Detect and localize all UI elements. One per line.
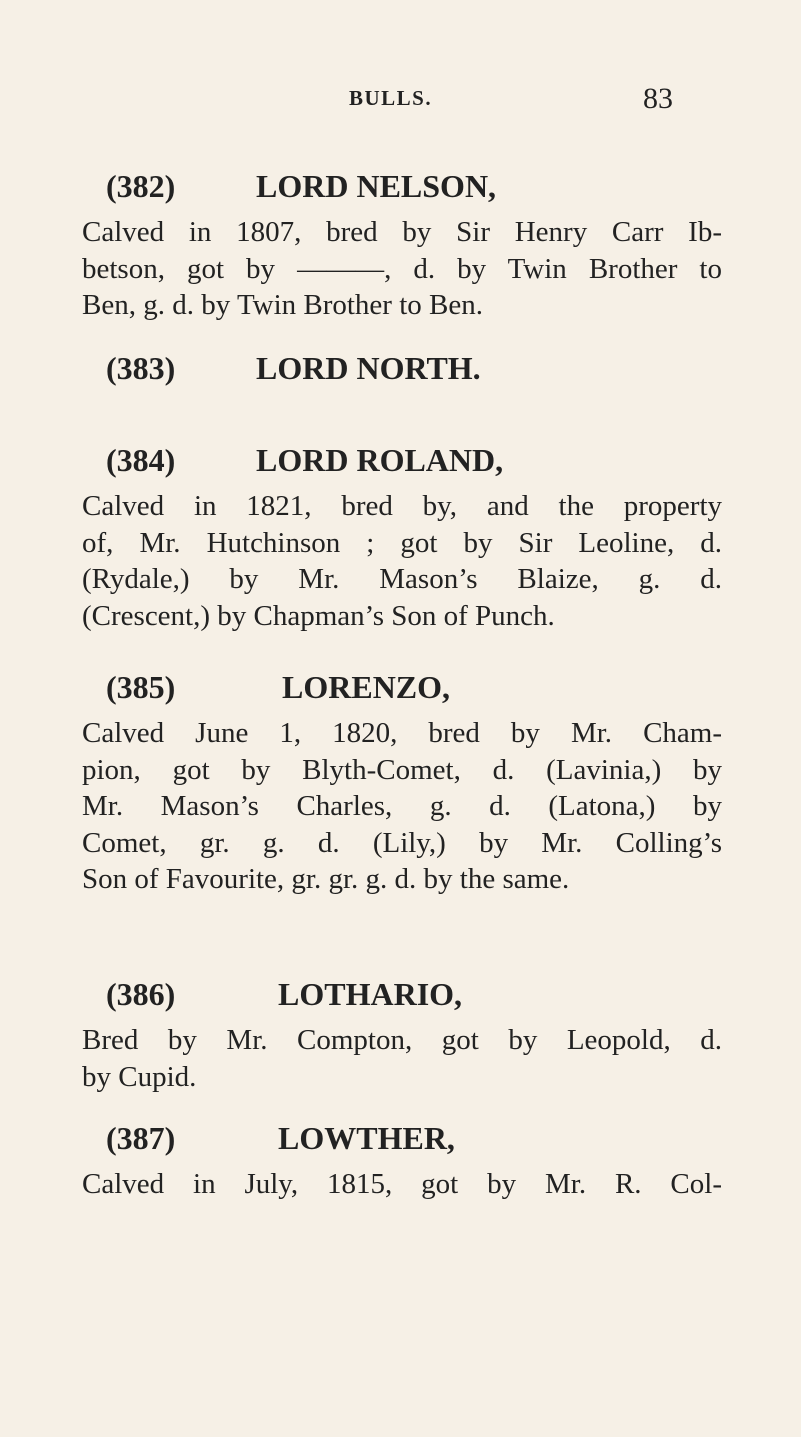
entry-line: Calved June 1, 1820, bred by Mr. Cham- bbox=[82, 717, 722, 749]
entry-386 bbox=[82, 974, 722, 1095]
entry-line: Calved in 1821, bred by, and the property bbox=[82, 490, 722, 522]
entry-body bbox=[82, 214, 722, 324]
entry-line: Mr. Mason’s Charles, g. d. (Latona,) by bbox=[82, 790, 722, 822]
entry-name: LORD ROLAND, bbox=[256, 442, 504, 478]
entry-name: LORENZO, bbox=[282, 669, 451, 705]
entry-number: (384) bbox=[106, 442, 176, 478]
entry-line: of, Mr. Hutchinson ; got by Sir Leoline, d. bbox=[82, 526, 722, 559]
entry-heading bbox=[82, 348, 722, 388]
entry-line: (Crescent,) by Chapman’s Son of Punch. bbox=[82, 599, 555, 632]
entry-heading bbox=[82, 166, 722, 206]
page-number: 83 bbox=[643, 82, 673, 115]
entry-heading bbox=[82, 667, 722, 707]
entry-number: (383) bbox=[106, 350, 176, 386]
entry-line: Calved in 1807, bred by Sir Henry Carr Ib- bbox=[82, 216, 722, 248]
entry-name: LORD NELSON, bbox=[256, 168, 497, 204]
entry-number: (387) bbox=[106, 1120, 176, 1156]
entry-name: LOWTHER, bbox=[278, 1120, 455, 1156]
entry-number: (382) bbox=[106, 168, 176, 204]
entry-384 bbox=[82, 440, 722, 634]
entry-heading bbox=[82, 1118, 722, 1158]
entry-line: Bred by Mr. Compton, got by Leopold, d. bbox=[82, 1024, 722, 1056]
entry-382 bbox=[82, 166, 722, 324]
entry-heading bbox=[82, 440, 722, 480]
entry-line: (Rydale,) by Mr. Mason’s Blaize, g. d. bbox=[82, 563, 722, 595]
entry-line: Comet, gr. g. d. (Lily,) by Mr. Colling’s bbox=[82, 826, 722, 859]
entry-number: (386) bbox=[106, 976, 176, 1012]
entry-body bbox=[82, 488, 722, 634]
entry-number: (385) bbox=[106, 669, 176, 705]
entry-387 bbox=[82, 1118, 722, 1203]
entry-line: pion, got by Blyth-Comet, d. (Lavinia,) by bbox=[82, 753, 722, 786]
entry-body bbox=[82, 1166, 722, 1203]
entry-body bbox=[82, 1022, 722, 1095]
entry-383 bbox=[82, 348, 722, 388]
entry-385 bbox=[82, 667, 722, 898]
entry-line: by Cupid. bbox=[82, 1060, 197, 1093]
entry-body bbox=[82, 715, 722, 898]
running-head: BULLS. bbox=[349, 86, 433, 110]
entry-name: LOTHARIO, bbox=[278, 976, 463, 1012]
entry-name: LORD NORTH. bbox=[256, 350, 481, 386]
entry-line: Ben, g. d. by Twin Brother to Ben. bbox=[82, 289, 483, 321]
entry-line: Calved in July, 1815, got by Mr. R. Col- bbox=[82, 1168, 722, 1200]
entry-heading bbox=[82, 974, 722, 1014]
entry-line: Son of Favourite, gr. gr. g. d. by the same. bbox=[82, 863, 570, 895]
entry-line: betson, got by ———, d. by Twin Brother to bbox=[82, 252, 722, 285]
